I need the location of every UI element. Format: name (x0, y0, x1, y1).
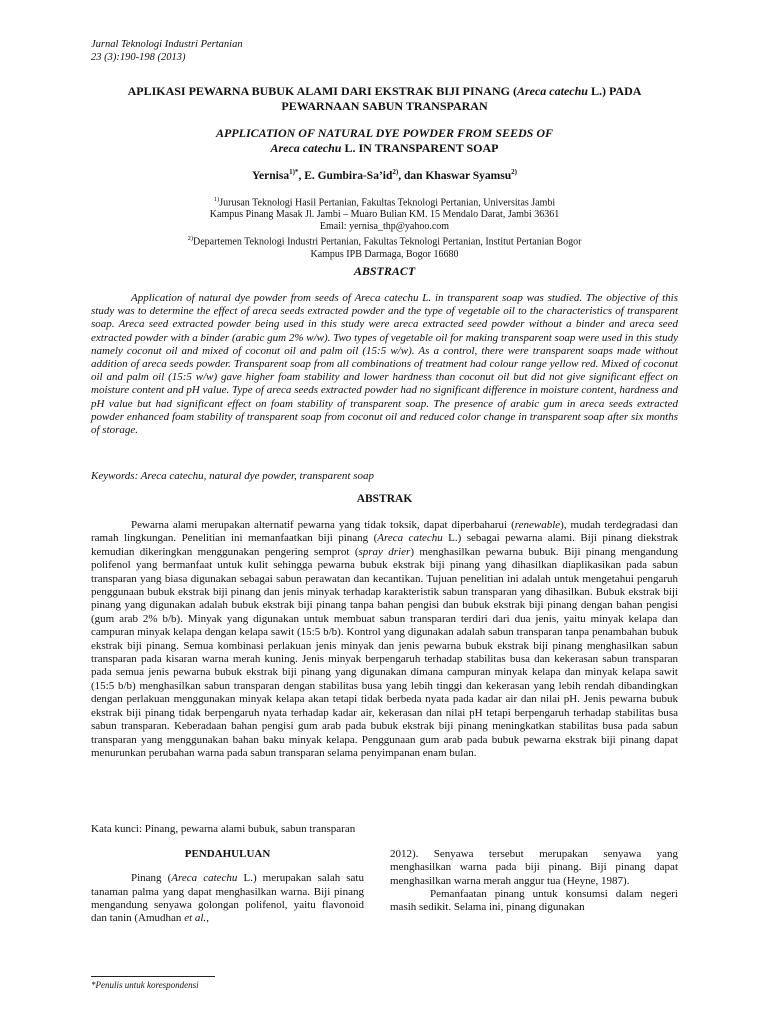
body-l2: L.) merupakan salah satu tanaman palma yang dapat menghasilkan warna. Biji pinang mengandung senyawa golongan polifenol, yaitu flavonoid dan tanin (Amudhan (91, 872, 364, 925)
abstrak-t2-it: Areca catechu (377, 532, 443, 545)
footnote-rule (91, 976, 215, 977)
abstrak-t2: ), mudah terdegradasi dan ramah lingkungan. Penelitian ini memanfaatkan biji pinang ( (91, 519, 678, 545)
abstrak-t1: Pewarna alami merupakan alternatif pewarna yang tidak toksik, dapat diperbaharui ( (131, 519, 515, 531)
title-line1-pre: APLIKASI PEWARNA BUBUK ALAMI DARI EKSTRAK BIJI PINANG ( (127, 84, 517, 98)
english-title (91, 126, 678, 156)
english-title-line2-post: L. IN TRANSPARENT SOAP (341, 141, 499, 155)
author-3: , dan Khaswar Syamsu (398, 169, 512, 182)
abstract-paragraph: Application of natural dye powder from seeds of Areca catechu L. in transparent soap was studied. The objective of this study was to determine the effect of areca seeds extracted powder and the type of vegetable oil to the characteristics of transparent soap. Areca seed extracted powder being used in this study were areca extracted seed powder without a binder and areca seed extracted powder with a binder (arabic gum 2% w/w). Two types of vegetable oil for making transparent soap were used in this study namely coconut oil and mixed of coconut oil and palm oil (15:5 w/w). As a control, there were transparent soaps made without addition of areca seeds powder. Transparent soap from all combinations of treatment had colour range yellow red. Mixed of coconut oil and palm oil (15:5 w/w) gave higher foam stability and lower hardness than coconut oil but did not give significant effect on moisture content and pH value. Type of areca seeds extracted powder had no significant difference in moisture content, hardness and pH value but had significant effect on foam stability of transparent soap. The presence of arabic gum in areca seeds extracted powder enhanced foam stability of transparent soap from coconut oil and reduced color change in transparent soap after six months of storage. (91, 292, 678, 437)
title-line1-post: L.) PADA (587, 84, 642, 98)
abstrak-t3: L.) sebagai pewarna alami. Biji pinang diekstrak kemudian dikeringkan menggunakan pengering semprot ( (91, 532, 679, 558)
abstrak-t3-it: spray drier (358, 545, 411, 558)
author-1-sup: 1)* (289, 168, 299, 176)
abstract-body (91, 292, 678, 437)
body-l1-it: Areca catechu (171, 872, 238, 885)
body-left-paragraph (91, 872, 364, 925)
abstrak-body (91, 519, 678, 760)
body-right-column (390, 848, 678, 914)
abstrak-heading: ABSTRAK (356, 493, 413, 505)
journal-name: Jurnal Teknologi Industri Pertanian (91, 39, 243, 50)
body-right-paragraph-2: Pemanfaatan pinang untuk konsumsi dalam negeri masih sedikit. Selama ini, pinang digunakan (390, 887, 678, 914)
affil-email[interactable]: Email: yernisa_thp@yahoo.com (319, 221, 450, 233)
affil-1-sup: 1) (213, 196, 220, 203)
english-title-species: Areca catechu (270, 141, 342, 155)
abstrak-t4: ) menghasilkan pewarna bubuk. Biji pinang mengandung polifenol yang bermanfaat untuk kulit sehingga pewarna bubuk ekstrak biji pinang yang dihasilkan diaplikasikan pada sabun transparan yang biasa digunakan sebagai sabun perawatan dan kecantikan. Tujuan penelitian ini adalah untuk mengetahui pengaruh penggunaan bubuk ekstrak biji pinang dan jenis minyak terhadap karakteristik sabun transparan yang dihasilkan. Bubuk ekstrak biji pinang yang digunakan adalah bubuk ekstrak biji pinang tanpa bahan pengisi dan bubuk ekstrak biji pinang dengan bahan pengisi (gum arab 2% b/b). Minyak yang digunakan untuk membuat sabun transparan terdiri dari dua jenis, yaitu minyak kelapa dan campuran minyak kelapa dengan kelapa sawit (15:5 b/b). Kontrol yang digunakan adalah sabun transparan tanpa penambahan bubuk ekstrak biji pinang. Semua kombinasi perlakuan jenis minyak dan jenis pewarna bubuk ekstrak biji pinang menghasilkan sabun transparan pada kisaran warna merah kuning. Jenis minyak berpengaruh terhadap stabilitas busa dan kekerasan sabun transparan pada semua jenis pewarna bubuk ekstrak biji pinang yang digunakan dimana campuran minyak kelapa dan minyak kelapa sawit (15:5 b/b) menghasilkan sabun transparan dengan stabilitas busa yang lebih tinggi dan kekerasan yang lebih rendah dibandingkan dengan perlakuan menggunakan minyak kelapa akan tetapi tidak berbeda nyata pada kadar air dan nilai pH. Jenis pewarna bubuk ekstrak biji pinang tidak berpengaruh nyata terhadap kadar air, kekerasan dan nilai pH tetapi berpengaruh terhadap stabilitas busa sabun transparan. Keberadaan bahan pengisi gum arab pada bubuk ekstrak biji pinang meningkatkan stabilitas busa pada sabun transparan yang menggunakan bahan baku minyak kelapa. Penggunaan gum arab pada bubuk pewarna ekstrak biji pinang dapat menurunkan perubahan warna pada sabun transparan selama penyimpanan enam bulan. (91, 545, 678, 759)
title-line2: PEWARNAAN SABUN TRANSPARAN (281, 99, 488, 113)
affil-line2: Kampus Pinang Masak Jl. Jambi – Muaro Bulian KM. 15 Mendalo Darat, Jambi 36361 (209, 209, 560, 221)
body-l2-it: et al. (184, 912, 207, 925)
author-list (91, 168, 678, 182)
affil-line5: Kampus IPB Darmaga, Bogor 16680 (310, 248, 459, 260)
paper-title (91, 84, 678, 114)
english-title-line1: APPLICATION OF NATURAL DYE POWDER FROM SEEDS OF (215, 126, 554, 140)
author-2: , E. Gumbira-Sa’id (298, 169, 393, 182)
abstrak-t1-it: renewable (514, 519, 561, 531)
body-left-column (91, 848, 364, 925)
affiliations (91, 194, 678, 261)
affil-2-sup: 2) (187, 235, 193, 243)
body-l1: Pinang ( (131, 872, 172, 885)
author-3-sup: 2) (511, 168, 517, 176)
body-l3: , (206, 912, 209, 925)
author-1: Yernisa (252, 169, 290, 182)
journal-header (91, 38, 243, 64)
title-species: Areca catechu (516, 84, 588, 98)
journal-volume: 23 (3):190-198 (2013) (91, 52, 186, 63)
affil-line4: Departemen Teknologi Industri Pertanian, Fakultas Teknologi Pertanian, Institut Pertanian Bogor (192, 236, 582, 248)
section-heading-pendahuluan: PENDAHULUAN (184, 848, 271, 860)
author-2-sup: 2) (392, 168, 399, 176)
abstrak-paragraph (91, 519, 678, 760)
affil-line1: Jurusan Teknologi Hasil Pertanian, Fakultas Teknologi Pertanian, Universitas Jambi (219, 197, 556, 209)
abstract-keywords: Keywords: Areca catechu, natural dye powder, transparent soap (91, 470, 375, 482)
abstrak-keywords: Kata kunci: Pinang, pewarna alami bubuk, sabun transparan (91, 823, 356, 835)
footnote: *Penulis untuk korespondensi (91, 980, 199, 990)
body-right-paragraph-1: 2012). Senyawa tersebut merupakan senyawa yang menghasilkan warna pada biji pinang. Biji pinang dapat menghasilkan warna merah anggur tua (Heyne, 1987). (390, 848, 678, 887)
abstract-heading: ABSTRACT (353, 264, 416, 278)
